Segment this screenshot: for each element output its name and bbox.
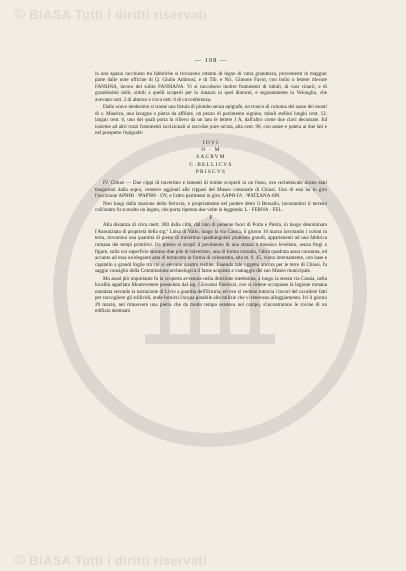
inscription-line: O · M bbox=[201, 147, 221, 154]
paragraph-2: Dallo scavo medesimo si trasse una fistula di piombo senza epigrafe, un tronco di colonna del sasso dei monti di s. Maurizo, una lavagna o pietra da affilare, un pezzo di pavimento signino, tubuli stellini lunghi cent. 12, largati cent. 6, uno dei quali porta in rilievo da un lato le lettere J A, dall'altro come due clavi decussate. Ed insieme ad altri rozzi frammenti iscrizionali si raccolse pure un'ara, alta cent. 98, con ansee e patera ai due lati e nel prospetto l'epigrafe: bbox=[95, 104, 327, 137]
inscription-line: C·BELLICVS bbox=[189, 161, 233, 168]
paragraph-3: IV. Chiusi — Due cippi di travertino e lamenti di tombe scoperti in un fosso, ove rechettavale avano stati trasportati dalla sopra, vennero aggiunti alle cippasi del Museo comunale di Chiusi. Uno di essi ha in giro l'iscrizione ΑΡΝΘΙ · ΨΑΡΝΘ · OV, e l'altro parimenti in giro ΛΑΡΘ·ΙΛ · ΨΑΤΣΑΝΑ·ΘΝ. bbox=[95, 180, 327, 200]
inscription-line: IOVI bbox=[202, 140, 220, 147]
watermark-text-bottom: BiASA Tutti i diritti riservati bbox=[29, 553, 207, 568]
inscription-line: PRISCVS bbox=[195, 168, 227, 175]
page-number: — 108 — bbox=[194, 57, 228, 64]
inscription-line: SACRVM bbox=[196, 154, 226, 161]
watermark-bottom bbox=[14, 552, 207, 569]
paragraph-5: Alla distanza di circa mett. 300 dalla città, dal lato di ponente fuori di Porta e Pietra, in luogo denominato l'Annunziata di proprietà della sig.ª Luisa di Vallo, lungo la via Cassia, il giorno 10 marzo lavorando i coloni in terra, trovarono una quantità di pietre di travertino quadrangolari piuttosto grandi, appartenenti ad una fabbrica romana dei tempi primitivi. Ivi presso si scoprì il pavimento di una stanza a mosaico levellato, senza fregi o figure, sulla cui superficie stavano due pile di travertino, una di forma rotonda, l'altra quadrata assai consunta, ed accanto ad essa un'elegante asta di terracotta in forma di colonnetta, alta m. 0, 45, vuota internamente, con base e capitello a grandi foglie tra cui si elevano quattro testine. Essendo tale oggetto ancora per le terre di Chiusi, fu saggio consiglio della Commissione archeologica il farne acquisto a vantaggio del suo Museo municipale. bbox=[95, 222, 327, 275]
copyright-icon: © bbox=[14, 6, 26, 23]
paragraph-4: Non lungi dalla stazione della ferrovia, e propriamente nel podere detto il Bersalio, lavorandosi il terreno coll'aratro fu scavalto un legato, che porta ripetuta due volte la leggenda: L · FERNA · FEL. bbox=[95, 200, 327, 214]
copyright-icon: © bbox=[14, 552, 26, 569]
paragraph-1: in uno spazio racchiuso tra fabbriche si trovarono rottami di legno di varia grandezza, provenienti in maggior parte dalle note officine di Q. Giulio Ambrosi, e di Tib. e Nic. Gimone Favor, con bollo o lettere rilevate FANSINA, lavoro del solito FANSIANA. Vi si raccolsero inoltre frammenti di tubuli, di vasi vinarii, e di grandissimi dolii, simili a quelli scoperti per lo innanzi in quei dintorni, e segnatamente in Velonglio, che avevano nott. 2 di altezzo e circa nett. 6 di circonferenza. bbox=[95, 70, 327, 103]
figure-letter: F bbox=[209, 214, 213, 221]
document-page bbox=[95, 58, 327, 316]
paragraph-6: Ma assai più importante fu la scoperta avvenuta nella direzione medesima, a lungo la stessa via Cassia, nella località appellata Montevenere posseduta dal sig. Giovanni Paolozzi, ove si ritiene occupasse la legione romana mandata secondo la narrazione di Livio a guardia dell'Etruria, ed ove si vedono tuttavia i lavori del cavaliere fatti per raccogliere gli stillicidi, onde fornirsi l'acqua potabile alle milizie che vi tenevano alloggiamento. Ivi il giorno 29 marzo, nel rimuovere una pietra che da molto tempo esisteva nel campo, s'incontrarono le rovine di un edifizio destinato bbox=[95, 275, 327, 315]
inscription bbox=[95, 140, 327, 176]
watermark-text-top: BiASA Tutti i diritti riservati bbox=[29, 7, 207, 22]
watermark-top bbox=[14, 6, 207, 23]
